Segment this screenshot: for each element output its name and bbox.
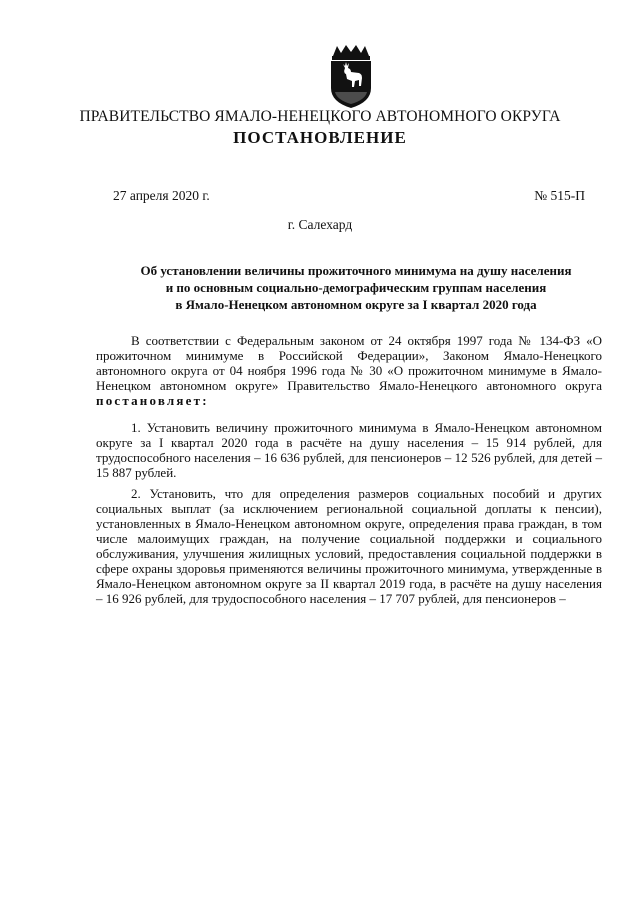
title-line-1: Об установлении величины прожиточного минимума на душу населения (140, 263, 572, 278)
document-date: 27 апреля 2020 г. (113, 188, 210, 203)
document-title (96, 262, 616, 313)
document-body (96, 333, 602, 606)
government-name: ПРАВИТЕЛЬСТВО ЯМАЛО-НЕНЕЦКОГО АВТОНОМНОГО ОКРУГА (79, 108, 561, 125)
coat-of-arms-emblem (325, 44, 377, 110)
preamble-paragraph (96, 333, 602, 408)
resolves-word: постановляет: (96, 393, 209, 408)
document-number: № 515-П (534, 188, 585, 203)
preamble-text: В соответствии с Федеральным законом от 24 октября 1997 года № 134-ФЗ «О прожиточном минимуме в Российской Федерации», Законом Ямало-Ненецкого автономного округа от 04 ноября 1996 года № 30 «О прожиточном минимуме в Ямало-Ненецком автономном округе» Правительство Ямало-Ненецкого автономного округа (96, 333, 602, 393)
item-2-paragraph: 2. Установить, что для определения размеров социальных пособий и других социальных выплат (за исключением региональной социальной доплаты к пенсии), установленных в Ямало-Ненецком автономном округе, определения права граждан, в том числе малоимущих граждан, на получение социальной поддержки и социального обслуживания, улучшения жилищных условий, предоставления социальной поддержки в сфере охраны здоровья применяются величины прожиточного минимума, утвержденные в Ямало-Ненецком автономном округе за II квартал 2019 года, в расчёте на душу населения – 16 926 рублей, для трудоспособного населения – 17 707 рублей, для пенсионеров – (96, 486, 602, 606)
document-type: ПОСТАНОВЛЕНИЕ (233, 128, 407, 147)
document-city: г. Салехард (287, 217, 353, 232)
title-line-2: и по основным социально-демографическим группам населения (165, 280, 547, 295)
item-1-paragraph: 1. Установить величину прожиточного минимума в Ямало-Ненецком автономном округе за I квартал 2020 года в расчёте на душу населения – 15 914 рублей, для трудоспособного населения – 16 636 рублей, для пенсионеров – 12 526 рублей, для детей – 15 887 рублей. (96, 420, 602, 480)
title-line-3: в Ямало-Ненецком автономном округе за I квартал 2020 года (175, 297, 537, 312)
